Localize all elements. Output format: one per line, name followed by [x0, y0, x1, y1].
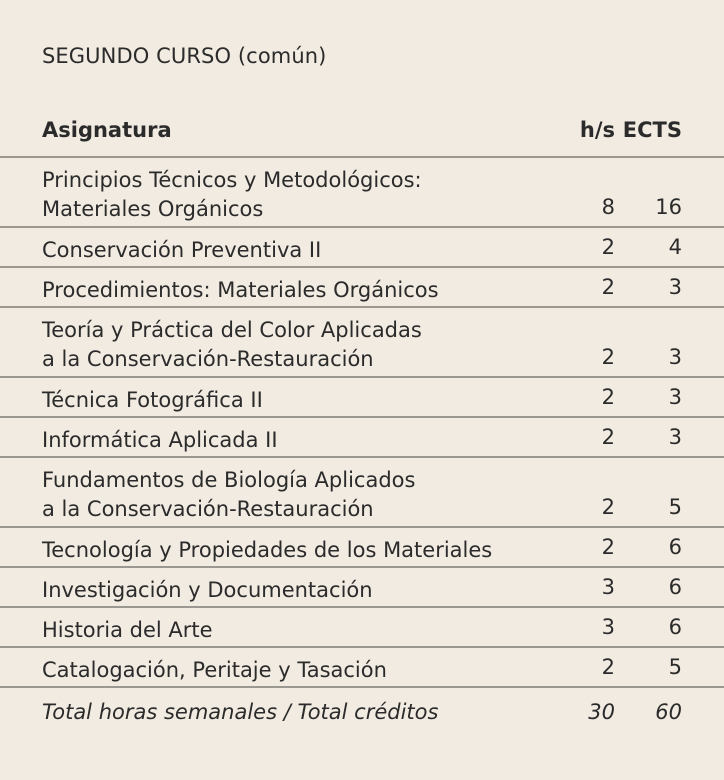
subject-name: Principios Técnicos y Metodológicos: Materiales Orgánicos [42, 168, 422, 221]
total-label: Total horas semanales / Total créditos [42, 700, 439, 724]
subject-name: Investigación y Documentación [42, 578, 373, 602]
subject-hours: 2 [601, 345, 615, 369]
subject-hours: 2 [601, 655, 615, 679]
subject-ects: 16 [655, 195, 682, 219]
subject-name: Teoría y Práctica del Color Aplicadas a la Conservación-Restauración [42, 318, 422, 371]
subject-hours: 3 [601, 615, 615, 639]
subject-ects: 3 [668, 425, 682, 449]
subject-ects: 6 [668, 575, 682, 599]
subject-ects: 5 [668, 655, 682, 679]
table-row [0, 528, 724, 568]
table-row [0, 648, 724, 688]
header-ects: ECTS [622, 118, 682, 142]
subject-name: Técnica Fotográfica II [42, 388, 263, 412]
subject-name: Tecnología y Propiedades de los Materiales [42, 538, 493, 562]
table-row [0, 458, 724, 528]
total-row [0, 688, 724, 742]
subject-hours: 2 [601, 275, 615, 299]
subject-ects: 3 [668, 275, 682, 299]
subject-ects: 5 [668, 495, 682, 519]
subject-name: Historia del Arte [42, 618, 213, 642]
table-row [0, 268, 724, 308]
header-subject: Asignatura [42, 118, 172, 142]
subject-hours: 8 [601, 195, 615, 219]
subject-name: Informática Aplicada II [42, 428, 278, 452]
table-header [0, 112, 724, 158]
subject-hours: 2 [601, 235, 615, 259]
table-row [0, 568, 724, 608]
table-row [0, 228, 724, 268]
subject-ects: 6 [668, 615, 682, 639]
subject-hours: 3 [601, 575, 615, 599]
table-row [0, 378, 724, 418]
subject-ects: 6 [668, 535, 682, 559]
table-row [0, 158, 724, 228]
subject-name: Fundamentos de Biología Aplicados a la Conservación-Restauración [42, 468, 416, 521]
subject-hours: 2 [601, 385, 615, 409]
subject-name: Conservación Preventiva II [42, 238, 322, 262]
table-row [0, 308, 724, 378]
total-hours: 30 [588, 700, 615, 724]
subject-hours: 2 [601, 425, 615, 449]
table-row [0, 418, 724, 458]
subject-name: Catalogación, Peritaje y Tasación [42, 658, 387, 682]
subject-name: Procedimientos: Materiales Orgánicos [42, 278, 439, 302]
subject-ects: 3 [668, 385, 682, 409]
subject-hours: 2 [601, 535, 615, 559]
subject-ects: 4 [668, 235, 682, 259]
subject-ects: 3 [668, 345, 682, 369]
page-title: SEGUNDO CURSO (común) [42, 44, 327, 68]
header-hours: h/s [579, 118, 615, 142]
curriculum-table [0, 112, 724, 742]
table-row [0, 608, 724, 648]
subject-hours: 2 [601, 495, 615, 519]
total-ects: 60 [655, 700, 682, 724]
